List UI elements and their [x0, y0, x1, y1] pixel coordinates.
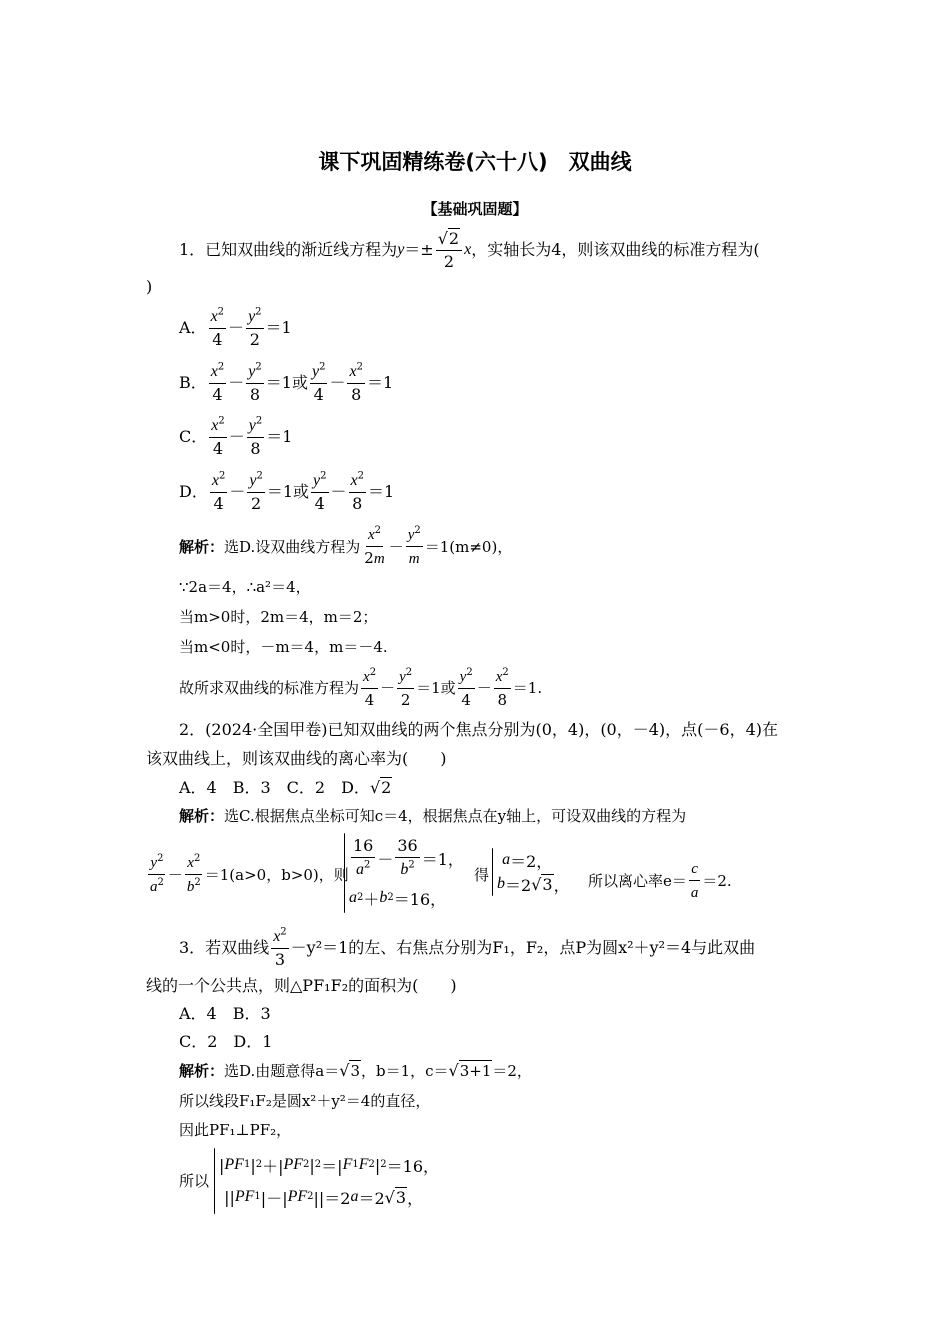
q3-stem-line-2: 线的一个公共点，则△PF₁F₂的面积为( ) — [146, 976, 457, 995]
q1-stem-close: ) — [146, 277, 153, 296]
q1-option-c: C． $\frac{x^2}{4}$ － $\frac{y^2}{8}$ ＝1 — [179, 415, 293, 458]
q1-solution-line-5: 故所求双曲线的标准方程为 $\frac{x^2}{4}$ － $\frac{y^2}{2}$ ＝1或 $\frac{y^2}{4}$ － $\frac{x^2}{8}$ ＝1. — [179, 667, 543, 709]
q1-solution-line-2: ∵2a＝4，∴a²＝4， — [179, 578, 311, 596]
q2-solution-line-1: 解析： 选C.根据焦点坐标可知c＝4，根据焦点在y轴上，可设双曲线的方程为 — [179, 807, 687, 825]
q3-solution-line-2: 所以线段F₁F₂是圆x²＋y²＝4的直径， — [179, 1092, 431, 1110]
q2-options: A．4 B．3 C．2 D． √ 2 — [179, 777, 392, 797]
q2-system-2: a ＝2， b ＝2 √ 3 ， — [492, 848, 570, 896]
section-heading: 【基础巩固题】 — [422, 200, 528, 218]
q1-solution-line-4: 当m<0时，－m＝4，m＝－4. — [179, 638, 388, 656]
q2-solution-line-2: $\frac{y^2}{a^2}$ － $\frac{x^2}{b^2}$ ＝1(a>0，b>0)，则 — [150, 853, 349, 895]
q3-options-ab: A．4 B．3 — [179, 1004, 271, 1023]
q2-solution-eccentricity: 所以离心率e＝ $\frac{c}{a}$ ＝2. — [588, 858, 732, 903]
q3-stem-line-1: 3．若双曲线 $\frac{x^2}{3}$ －y²＝1的左、右焦点分别为F₁，F₂，点P为圆x²＋y²＝4与此双曲 — [179, 926, 756, 969]
q1-solution-line-3: 当m>0时，2m＝4，m＝2； — [179, 608, 378, 626]
q2-stem-line-2: 该双曲线上，则该双曲线的离心率为( ) — [146, 749, 447, 768]
q2-system-1: $\frac{16}{a^2}$ － $\frac{36}{b^2}$ ＝1， a 2 ＋ b 2 ＝16， — [344, 833, 464, 913]
q1-solution-line-1: 解析： 选D.设双曲线方程为 $\frac{x^2}{2m}$ － $\frac{y^2}{m}$ ＝1(m≠0)， — [179, 525, 513, 567]
q1-stem: 1．已知双曲线的渐近线方程为 y ＝± √ 2 2 x ，实轴长为4，则该双曲线的标准方程为( — [179, 229, 760, 271]
q2-stem-line-1: 2．(2024·全国甲卷)已知双曲线的两个焦点分别为(0，4)，(0，－4)，点(－6，4)在 — [179, 720, 779, 739]
q1-option-d: D． $\frac{x^2}{4}$ － $\frac{y^2}{2}$ ＝1 或 $\frac{y^2}{4}$ － $\frac{x^2}{8}$ ＝1 — [179, 470, 395, 513]
page-title: 课下巩固精练卷(六十八) 双曲线 — [318, 150, 632, 174]
q3-solution-line-3: 因此PF₁⊥PF₂， — [179, 1121, 292, 1139]
q3-options-cd: C．2 D．1 — [179, 1032, 273, 1051]
q3-solution-line-4: 所以 — [179, 1172, 210, 1190]
q3-system: | PF 1 | 2 ＋| PF 2 | 2 ＝| F 1 F 2 | 2 ＝16， || PF 1 |－| PF 2 ||＝2 a ＝2 √ 3 ， — [214, 1148, 439, 1214]
q1-option-b: B． $\frac{x^2}{4}$ － $\frac{y^2}{8}$ ＝1 或 $\frac{y^2}{4}$ － $\frac{x^2}{8}$ ＝1 — [179, 361, 394, 404]
q3-solution-line-1: 解析： 选D.由题意得a＝ √ 3 ，b＝1，c＝ √ 3+1 ＝2， — [179, 1061, 532, 1080]
q2-solution-then: 得 — [474, 866, 490, 884]
q1-option-a: A． $\frac{x^2}{4}$ － $\frac{y^2}{2}$ ＝1 — [179, 306, 292, 349]
